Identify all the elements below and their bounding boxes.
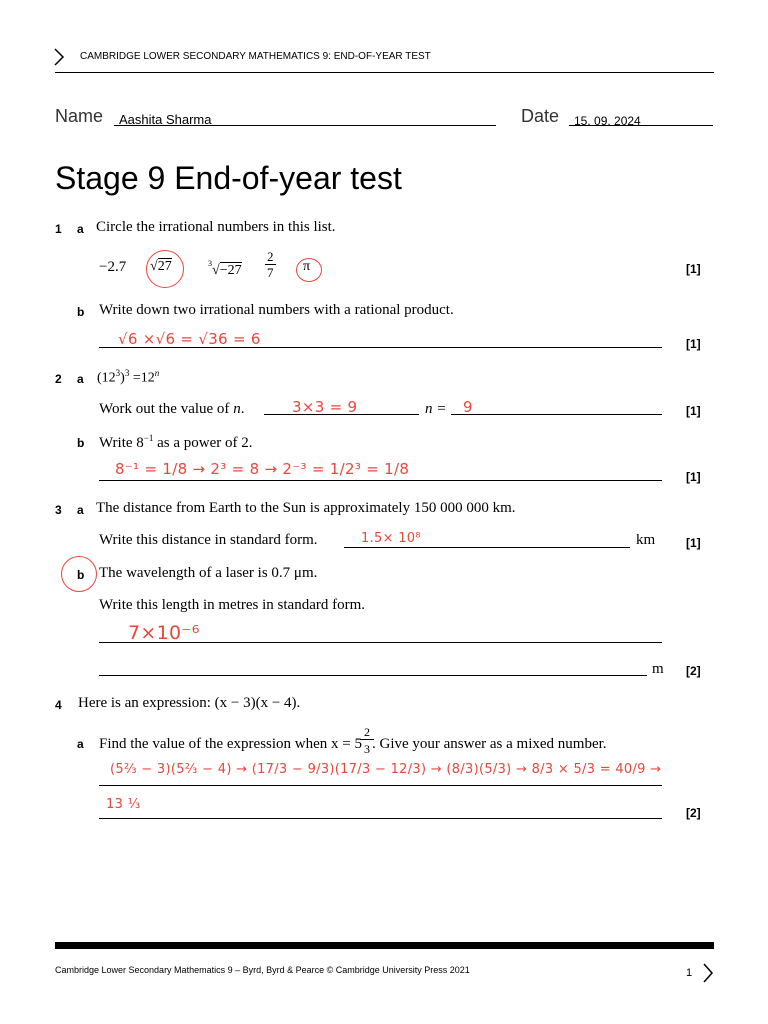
- q3b-answer-line-1: [99, 642, 662, 643]
- footer-rule: [55, 942, 714, 949]
- q2b-label: b: [77, 436, 85, 450]
- q2a-working-line: [264, 414, 419, 415]
- q1a-item-fraction-2-7[interactable]: $\frac{2}{7}$: [267, 249, 274, 280]
- q2a-label: a: [77, 372, 84, 386]
- q2b-answer[interactable]: 8⁻¹ = 1/8 → 2³ = 8 → 2⁻³ = 1/2³ = 1/8: [115, 460, 410, 478]
- question-number-1: 1: [55, 222, 62, 236]
- q3a-unit: km: [636, 532, 656, 548]
- q2b-marks: [1]: [686, 470, 701, 484]
- q4a-working[interactable]: (5⅔ − 3)(5⅔ − 4) → (17/3 − 9/3)(17/3 − 12/3) → (8/3)(5/3) → 8/3 × 5/3 = 40/9 →: [110, 762, 662, 777]
- q4a-answer[interactable]: 13 ⅓: [106, 797, 141, 812]
- page-title: Stage 9 End-of-year test: [55, 160, 402, 196]
- q3a-answer-line: [344, 547, 630, 548]
- question-number-3: 3: [55, 503, 62, 517]
- q1a-item-sqrt-27[interactable]: √27: [150, 259, 172, 274]
- q3b-marks: [2]: [686, 664, 701, 678]
- cbrt-symbol: √: [212, 263, 220, 278]
- q3a-label: a: [77, 503, 84, 517]
- q4a-marks: [2]: [686, 806, 701, 820]
- date-line: [569, 125, 713, 126]
- q2b-answer-line: [99, 480, 662, 481]
- name-field[interactable]: Aashita Sharma: [119, 112, 212, 127]
- q4a-answer-line-2: [99, 818, 662, 819]
- q1b-answer-line: [99, 347, 662, 348]
- q3a-marks: [1]: [686, 536, 701, 550]
- q1a-marks: [1]: [686, 262, 701, 276]
- q4a-answer-line-1: [99, 785, 662, 786]
- q3b-label: b: [77, 568, 85, 582]
- footer-text: Cambridge Lower Secondary Mathematics 9 – Byrd, Byrd & Pearce © Cambridge University Press 2021: [55, 965, 470, 975]
- q3a-text2: Write this distance in standard form.: [99, 532, 318, 548]
- date-field[interactable]: 15. 09. 2024: [574, 114, 641, 128]
- next-page-chevron-icon[interactable]: [701, 962, 715, 984]
- q1a-item-pi[interactable]: π: [303, 259, 311, 274]
- q3b-text: The wavelength of a laser is 0.7 μm.: [99, 565, 318, 581]
- question-number-2: 2: [55, 372, 62, 386]
- q4-text: Here is an expression: (x − 3)(x − 4).: [78, 695, 301, 711]
- q3b-unit: m: [652, 661, 664, 677]
- q3b-answer-line-2: [99, 675, 647, 676]
- name-line: [114, 125, 496, 126]
- q4a-label: a: [77, 737, 84, 751]
- q1a-label: a: [77, 222, 84, 236]
- q1a-text: Circle the irrational numbers in this list.: [96, 219, 336, 235]
- q2a-answer[interactable]: 9: [463, 398, 473, 416]
- q3b-answer[interactable]: 7×10⁻⁶: [128, 622, 200, 644]
- circle-annotation-sqrt-27: [146, 250, 184, 288]
- q2b-text: Write $8^{-1}$ as a power of 2.: [99, 433, 253, 451]
- q1b-answer[interactable]: √6 ×√6 = √36 = 6: [118, 330, 261, 348]
- q3b-text2: Write this length in metres in standard form.: [99, 597, 366, 613]
- date-label: Date: [521, 106, 560, 126]
- header-title: CAMBRIDGE LOWER SECONDARY MATHEMATICS 9: END-OF-YEAR TEST: [80, 51, 431, 62]
- page-number: 1: [686, 967, 693, 979]
- sqrt-symbol: √: [150, 259, 158, 274]
- q3a-text: The distance from Earth to the Sun is approximately 150 000 000 km.: [96, 500, 516, 516]
- q2a-marks: [1]: [686, 404, 701, 418]
- q2a-text: Work out the value of n.: [99, 401, 245, 417]
- q2a-working[interactable]: 3×3 = 9: [292, 398, 358, 416]
- q1a-item-neg-2-7: −2.7: [99, 259, 127, 275]
- q1a-item-cbrt-neg-27[interactable]: $^3$√−27: [208, 259, 242, 278]
- q3a-answer[interactable]: 1.5× 10⁸: [361, 531, 421, 546]
- q2a-answer-line: [451, 414, 662, 415]
- question-number-4: 4: [55, 698, 62, 712]
- q2a-n-equals: n =: [425, 401, 447, 417]
- q2a-expression: $(12^3)^3 =12^n$: [97, 368, 160, 386]
- q1b-text: Write down two irrational numbers with a rational product.: [99, 302, 454, 318]
- circle-annotation-pi: [296, 258, 322, 282]
- q1b-label: b: [77, 305, 85, 319]
- name-label: Name: [55, 106, 104, 126]
- chevron-right-icon: [52, 47, 66, 67]
- q4a-text: Find the value of the expression when x = 5 $\frac{2}{3}$ . Give your answer as a mixed number.: [99, 725, 607, 756]
- q1b-marks: [1]: [686, 337, 701, 351]
- header-rule: [55, 72, 714, 73]
